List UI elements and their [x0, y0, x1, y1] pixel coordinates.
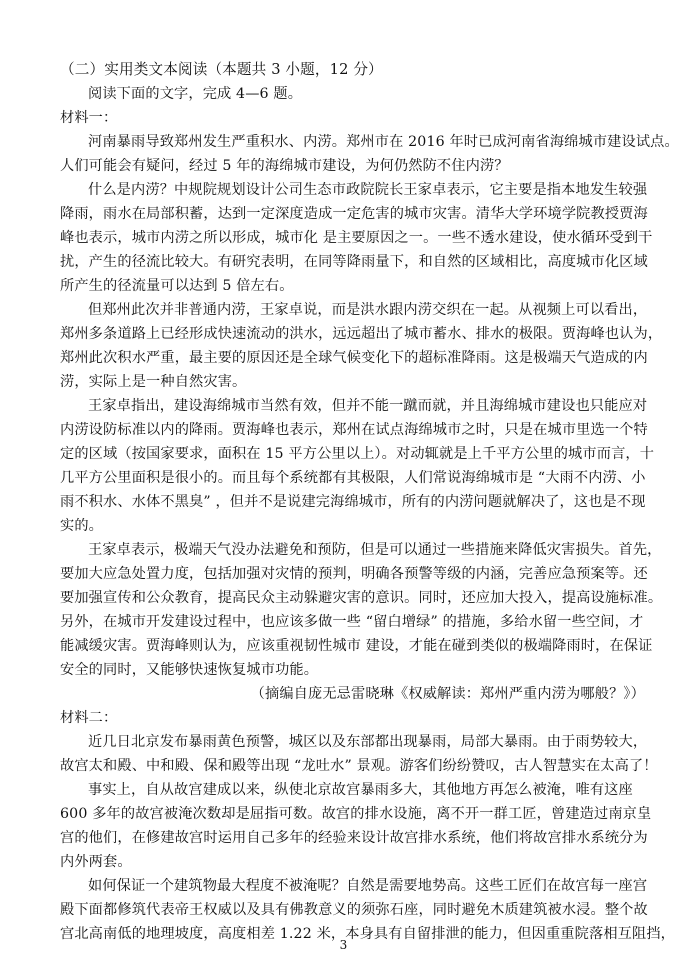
paragraph-line: 另外，在城市开发建设过程中，也应该多做一些 “留白增绿” 的措施，多给水留一些空间，才: [60, 614, 644, 630]
paragraph-line: 要加强宣传和公众教育，提高民众主动躲避灾害的意识。同时，还应加大投入，提高设施标准。: [60, 590, 663, 606]
material-2-label: 材料二：: [60, 710, 118, 726]
paragraph-line: 安全的同时，又能够快速恢复城市功能。: [60, 662, 319, 678]
instruction-text: 阅读下面的文字，完成 4—6 题。: [88, 86, 303, 102]
paragraph-line: 王家卓指出，建设海绵城市当然有效，但并不能一蹴而就，并且海绵城市建设也只能应对: [88, 398, 648, 414]
material-1-label: 材料一：: [60, 110, 118, 126]
paragraph-line: 宫的他们，在修建故宫时运用自己多年的经验来设计故宫排水系统，他们将故宫排水系统分为: [60, 830, 648, 846]
paragraph-line: 如何保证一个建筑物最大程度不被淹呢？自然是需要地势高。这些工匠们在故宫每一座宫: [88, 878, 648, 894]
page-number: 3: [339, 938, 348, 952]
paragraph-line: 人们可能会有疑问，经过 5 年的海绵城市建设，为何仍然防不住内涝？: [60, 158, 509, 174]
paragraph-line: 内外两套。: [60, 854, 132, 870]
paragraph-line: 什么是内涝？中规院规划设计公司生态市政院院长王家卓表示，它主要是指本地发生较强: [88, 182, 648, 198]
paragraph-line: 殿下面都修筑代表帝王权威以及具有佛教意义的须弥石座，同时避免木质建筑被水浸。整个故: [60, 902, 648, 918]
paragraph-line: 所产生的径流量可以达到 5 倍左右。: [60, 278, 294, 294]
paragraph-line: 郑州多条道路上已经形成快速流动的洪水，远远超出了城市蓄水、排水的极限。贾海峰也认为，: [60, 326, 663, 342]
section-title: （二）实用类文本阅读（本题共 3 小题，12 分）: [60, 61, 383, 78]
paragraph-line: 要加大应急处置力度，包括加强对灾情的预判，明确各预警等级的内涵，完善应急预案等。还: [60, 566, 648, 582]
paragraph-line: 实的。: [60, 518, 104, 534]
paragraph-line: 峰也表示，城市内涝之所以形成，城市化 是主要原因之一。一些不透水建设，使水循环受到干: [60, 230, 653, 246]
paragraph-line: 能减缓灾害。贾海峰则认为，应该重视韧性城市 建设，才能在碰到类似的极端降雨时，在保证: [60, 638, 653, 654]
source-citation: （摘编自庞无忌雷晓琳《权威解读：郑州严重内涝为哪般？》）: [250, 686, 645, 702]
paragraph-line: 几平方公里面积是很小的。而且每个系统都有其极限，人们常说海绵城市是 “大雨不内涝、小: [60, 470, 646, 486]
paragraph-line: 600 多年的故宫被淹次数却是屈指可数。故宫的排水设施，离不开一群工匠，曾建造过南京皇: [60, 806, 652, 822]
paragraph-line: 扰，产生的径流比较大。有研究表明，在同等降雨量下，和自然的区域相比，高度城市化区域: [60, 254, 648, 270]
paragraph-line: 定的区域（按国家要求，面积在 15 平方公里以上）。对动辄就是上千平方公里的城市而言，十: [60, 446, 655, 462]
paragraph-line: 王家卓表示，极端天气没办法避免和预防，但是可以通过一些措施来降低灾害损失。首先，: [88, 542, 662, 558]
paragraph-line: 内涝设防标准以内的降雨。贾海峰也表示，郑州在试点海绵城市之时，只是在城市里选一个特: [60, 422, 648, 438]
paragraph-line: 故宫太和殿、中和殿、保和殿等出现 “龙吐水” 景观。游客们纷纷赞叹，古人智慧实在太高了！: [60, 758, 658, 774]
paragraph-line: 河南暴雨导致郑州发生严重积水、内涝。郑州市在 2016 年时已成河南省海绵城市建设试点。: [88, 134, 679, 150]
paragraph-line: 近几日北京发布暴雨黄色预警，城区以及东部都出现暴雨，局部大暴雨。由于雨势较大，: [88, 734, 648, 750]
paragraph-line: 但郑州此次并非普通内涝，王家卓说，而是洪水跟内涝交织在一起。从视频上可以看出，: [88, 302, 648, 318]
paragraph-line: 雨不积水、水体不黑臭” ，但并不是说建完海绵城市，所有的内涝问题就解决了，这也是不现: [60, 494, 646, 510]
paragraph-line: 降雨，雨水在局部积蓄，达到一定深度造成一定危害的城市灾害。清华大学环境学院教授贾海: [60, 206, 648, 222]
paragraph-line: 事实上，自从故宫建成以来，纵使北京故宫暴雨多大，其他地方再怎么被淹，唯有这座: [88, 782, 633, 798]
paragraph-line: 涝，实际上是一种自然灾害。: [60, 374, 247, 390]
paragraph-line: 郑州此次积水严重，最主要的原因还是全球气候变化下的超标准降雨。这是极端天气造成的内: [60, 350, 648, 366]
paragraph-line: 宫北高南低的地理坡度，高度相差 1.22 米，本身具有自留排泄的能力，但因重重院落相互阻挡，: [60, 926, 676, 942]
